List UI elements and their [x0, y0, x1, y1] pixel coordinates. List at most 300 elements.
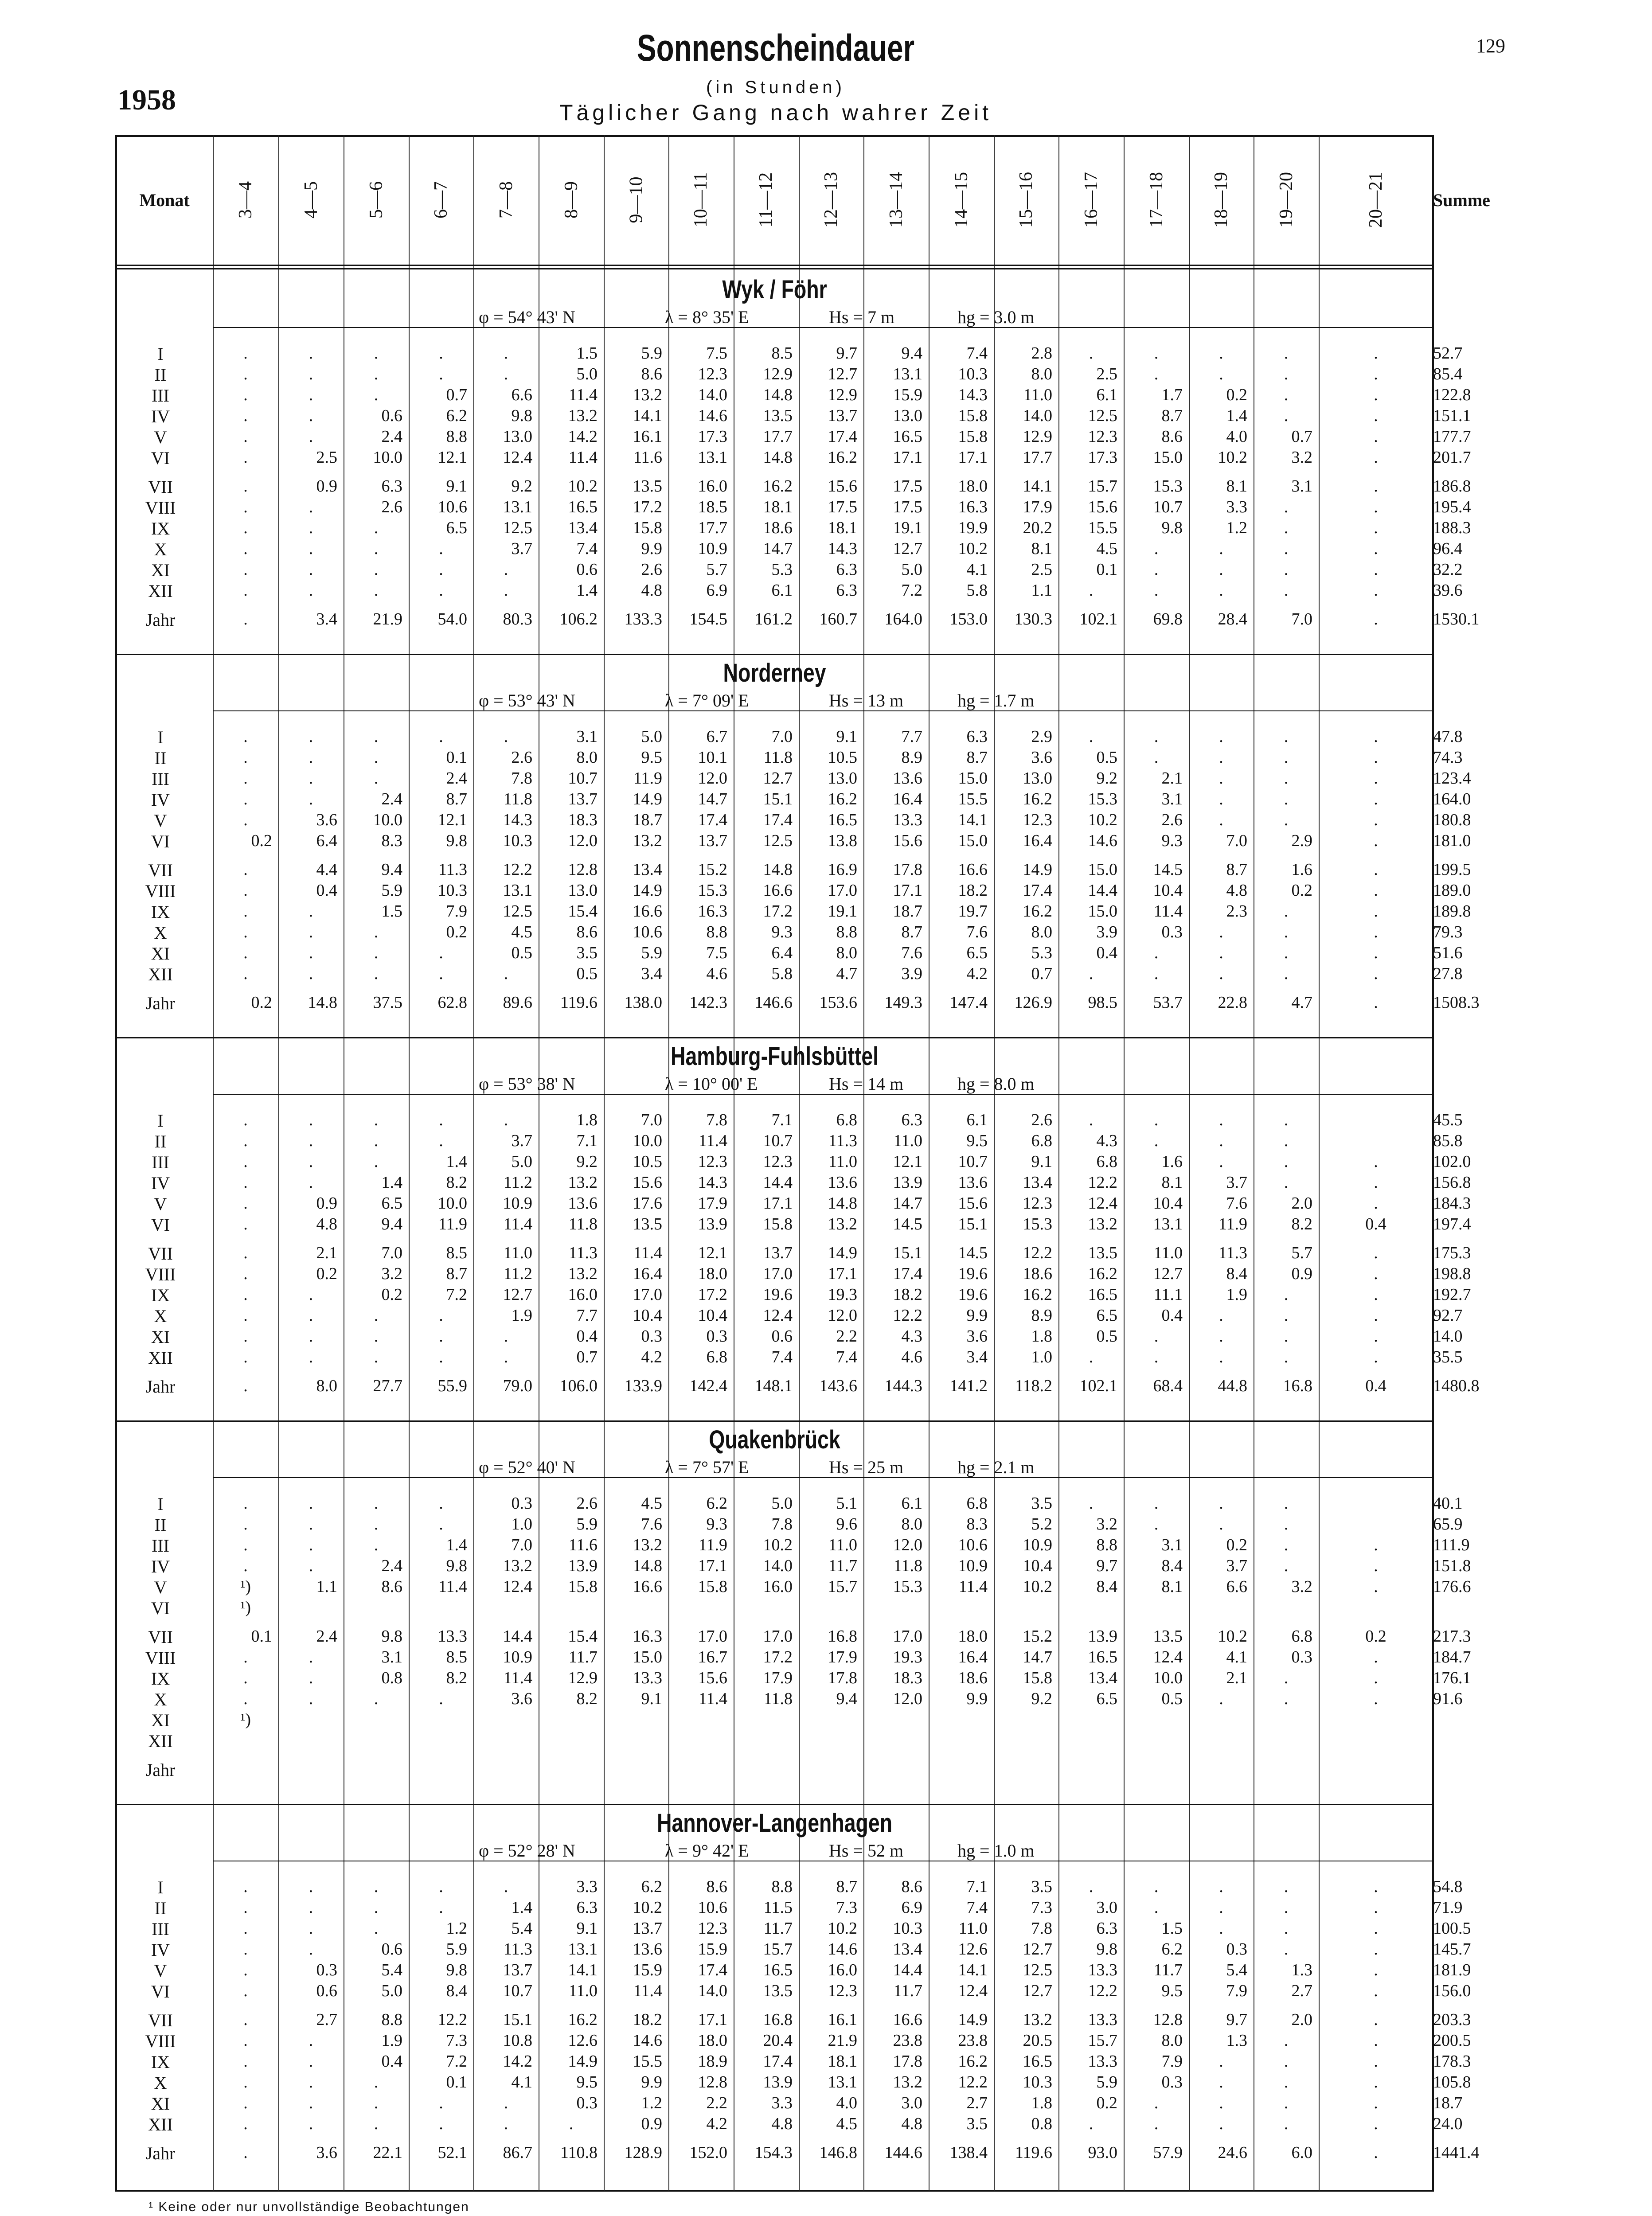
table-cell: 2.7 [316, 2010, 337, 2029]
table-cell: 12.3 [698, 1919, 727, 1938]
table-cell: 11.4 [958, 1577, 988, 1596]
table-cell: . [1219, 1131, 1223, 1150]
table-cell: 105.8 [1433, 2073, 1471, 2091]
table-cell: 12.1 [893, 1152, 922, 1171]
table-cell: 1.5 [576, 344, 598, 363]
table-cell: 15.1 [893, 1244, 922, 1262]
table-cell: . [243, 1898, 248, 1917]
table-cell: 6.5 [1096, 1689, 1117, 1708]
table-cell: 4.6 [706, 964, 727, 983]
table-cell: 10.4 [1023, 1557, 1052, 1575]
header-hour-label: 9—10 [626, 176, 646, 223]
table-cell: . [1374, 1669, 1378, 1687]
table-cell: 0.1 [251, 1627, 272, 1646]
table-cell: 16.5 [1088, 1285, 1117, 1304]
table-cell: 53.7 [1153, 993, 1183, 1012]
table-cell: 17.8 [893, 860, 922, 879]
table-cell: 15.3 [1088, 790, 1117, 808]
table-cell: . [1374, 902, 1378, 921]
table-cell: 7.0 [511, 1536, 532, 1554]
table-cell: 11.9 [1218, 1215, 1247, 1233]
month-label: VII [148, 860, 173, 880]
table-cell: 5.4 [381, 1961, 402, 1979]
table-cell: 16.4 [958, 1648, 988, 1666]
table-cell: . [1154, 1877, 1159, 1896]
header-summe: Summe [1433, 190, 1490, 210]
table-cell: 13.1 [568, 1940, 598, 1959]
month-label: Jahr [145, 993, 176, 1013]
table-cell: 86.7 [503, 2143, 532, 2162]
table-cell: . [1219, 1877, 1223, 1896]
table-cell: 19.6 [958, 1285, 988, 1304]
year-label: 1958 [117, 84, 176, 116]
table-cell: 8.4 [1226, 1264, 1247, 1283]
table-cell: 6.2 [641, 1877, 662, 1896]
table-cell: 7.0 [641, 1111, 662, 1129]
table-cell: 153.6 [819, 993, 857, 1012]
table-cell: 188.3 [1433, 519, 1471, 537]
table-cell: . [309, 2031, 313, 2050]
table-cell: 7.4 [771, 1348, 793, 1366]
table-cell: 154.5 [689, 610, 727, 628]
table-cell: 15.6 [1088, 498, 1117, 516]
table-cell: . [243, 964, 248, 983]
table-cell: 2.8 [1031, 344, 1052, 363]
table-cell: 16.6 [893, 2010, 922, 2029]
table-cell: 91.6 [1433, 1689, 1463, 1708]
table-cell: 16.8 [763, 2010, 793, 2029]
table-cell: . [1219, 1306, 1223, 1325]
table-cell: 8.7 [1226, 860, 1247, 879]
table-cell: 0.9 [641, 2115, 662, 2133]
table-cell: 0.6 [381, 1940, 402, 1959]
table-cell: . [1284, 1285, 1289, 1304]
table-cell: 6.0 [1291, 2143, 1312, 2162]
table-cell: 176.6 [1433, 1577, 1471, 1596]
table-cell: 8.5 [446, 1648, 467, 1666]
table-cell: 21.9 [828, 2031, 857, 2050]
table-cell: 6.8 [836, 1111, 857, 1129]
table-cell: . [1374, 881, 1378, 900]
table-cell: 4.0 [836, 2094, 857, 2112]
table-cell: 8.6 [706, 1877, 727, 1896]
table-cell: 15.6 [958, 1194, 988, 1213]
station-longitude: λ = 8° 35' E [665, 307, 749, 327]
table-cell: 16.3 [958, 498, 988, 516]
table-cell: 14.9 [568, 2052, 598, 2071]
table-cell: 7.8 [706, 1111, 727, 1129]
table-cell: 17.1 [893, 448, 922, 467]
header-hour-column [1189, 135, 1254, 265]
month-label: VIII [145, 1648, 176, 1668]
table-cell: 6.1 [901, 1494, 922, 1513]
table-cell: 8.2 [446, 1669, 467, 1687]
table-cell: 2.4 [381, 427, 402, 446]
table-cell: 11.0 [568, 1982, 598, 2000]
table-cell: 8.6 [381, 1577, 402, 1596]
month-label: XII [148, 964, 173, 984]
table-cell: 9.8 [1096, 1940, 1117, 1959]
table-cell: 18.7 [1433, 2094, 1463, 2112]
table-cell: 15.5 [633, 2052, 662, 2071]
table-cell: 12.2 [1088, 1982, 1117, 2000]
table-cell: 0.3 [316, 1961, 337, 1979]
table-cell: 15.1 [958, 1215, 988, 1233]
table-cell: 0.9 [316, 1194, 337, 1213]
table-cell: 39.6 [1433, 581, 1463, 600]
table-cell: 16.2 [568, 2010, 598, 2029]
table-cell: 4.2 [641, 1348, 662, 1366]
table-cell: 6.5 [1096, 1306, 1117, 1325]
table-cell: 13.5 [1153, 1627, 1183, 1646]
table-cell: 17.5 [828, 498, 857, 516]
table-cell: . [309, 1689, 313, 1708]
table-cell: 3.6 [511, 1689, 532, 1708]
table-cell: 11.4 [568, 448, 598, 467]
table-cell: 203.3 [1433, 2010, 1471, 2029]
month-label: VI [151, 831, 170, 851]
table-cell: 0.3 [511, 1494, 532, 1513]
month-label: Jahr [145, 1377, 176, 1397]
table-cell: 1.5 [381, 902, 402, 921]
table-cell: 10.2 [1218, 448, 1247, 467]
table-cell: 7.7 [576, 1306, 598, 1325]
header-hour-label: 7—8 [496, 181, 516, 218]
table-cell: . [1219, 581, 1223, 600]
table-cell: 8.7 [446, 1264, 467, 1283]
header-hour-label: 13—14 [886, 172, 906, 228]
table-cell: 17.1 [958, 448, 988, 467]
table-cell: 12.5 [763, 831, 793, 850]
table-cell: 12.5 [1088, 406, 1117, 425]
table-cell: 11.7 [828, 1557, 857, 1575]
table-cell: 9.9 [641, 539, 662, 558]
table-cell: . [1374, 860, 1378, 879]
table-cell: 3.6 [316, 2143, 337, 2162]
table-cell: . [1089, 1494, 1094, 1513]
table-cell: 14.2 [568, 427, 598, 446]
table-cell: . [504, 1877, 508, 1896]
header-hour-label: 11—12 [756, 172, 777, 228]
table-cell: . [374, 1152, 379, 1171]
table-cell: . [1219, 748, 1223, 767]
table-cell: 14.7 [1023, 1648, 1052, 1666]
table-cell: 5.2 [1031, 1515, 1052, 1533]
table-cell: . [439, 1111, 443, 1129]
table-cell: . [309, 1348, 313, 1366]
table-cell: 12.0 [828, 1306, 857, 1325]
table-cell: 7.4 [966, 344, 988, 363]
table-cell: 2.6 [511, 748, 532, 767]
table-cell: 93.0 [1088, 2143, 1117, 2162]
table-cell: 14.6 [633, 2031, 662, 2050]
table-cell: 9.7 [1226, 2010, 1247, 2029]
table-cell: 16.5 [1088, 1648, 1117, 1666]
table-cell: 175.3 [1433, 1244, 1471, 1262]
table-cell: 18.5 [698, 498, 727, 516]
table-cell: 12.4 [1153, 1648, 1183, 1666]
table-cell: 18.2 [633, 2010, 662, 2029]
table-cell: 10.9 [698, 539, 727, 558]
table-cell: 10.4 [698, 1306, 727, 1325]
table-cell: . [1374, 2031, 1378, 2050]
table-cell: 16.0 [698, 477, 727, 495]
table-cell: 176.1 [1433, 1669, 1471, 1687]
table-cell: 14.0 [1023, 406, 1052, 425]
header-hour-column [1254, 135, 1319, 265]
table-cell: 54.8 [1433, 1877, 1463, 1896]
table-cell: . [243, 560, 248, 579]
table-cell: 15.6 [828, 477, 857, 495]
table-cell: 0.6 [576, 560, 598, 579]
table-cell: . [1374, 386, 1378, 404]
table-cell: 11.2 [503, 1173, 532, 1192]
month-label: VIII [145, 498, 176, 518]
table-cell: 8.0 [1031, 365, 1052, 383]
table-cell: 15.1 [503, 2010, 532, 2029]
table-cell: . [243, 1244, 248, 1262]
table-cell: . [309, 1940, 313, 1959]
table-cell: 148.1 [754, 1377, 793, 1395]
table-cell: 15.5 [958, 790, 988, 808]
table-cell: 4.1 [1226, 1648, 1247, 1666]
table-cell: . [1374, 539, 1378, 558]
table-cell: 12.3 [763, 1152, 793, 1171]
table-cell: . [243, 2094, 248, 2112]
table-cell: . [439, 1327, 443, 1346]
table-cell: 153.0 [949, 610, 988, 628]
table-cell: 6.8 [1096, 1152, 1117, 1171]
table-cell: 17.2 [698, 1285, 727, 1304]
month-label: X [154, 2073, 167, 2093]
month-label: Jahr [145, 1760, 176, 1780]
station-latitude: φ = 54° 43' N [479, 307, 575, 327]
table-cell: 7.0 [1226, 831, 1247, 850]
table-cell: 11.8 [763, 1689, 793, 1708]
table-cell: 28.4 [1218, 610, 1247, 628]
table-cell: . [504, 727, 508, 746]
table-cell: 14.7 [763, 539, 793, 558]
table-cell: . [439, 727, 443, 746]
table-cell: 6.8 [1031, 1131, 1052, 1150]
table-cell: . [243, 1215, 248, 1233]
table-cell: . [374, 1536, 379, 1554]
table-cell: 2.6 [1161, 811, 1183, 829]
table-cell: 7.0 [771, 727, 793, 746]
table-cell: 14.5 [893, 1215, 922, 1233]
table-cell: 13.2 [503, 1557, 532, 1575]
table-cell: 44.8 [1218, 1377, 1247, 1395]
table-cell: 4.8 [641, 581, 662, 600]
table-cell: . [243, 790, 248, 808]
table-cell: . [1374, 1961, 1378, 1979]
table-cell: 14.8 [633, 1557, 662, 1575]
table-cell: . [309, 1515, 313, 1533]
table-cell: 3.1 [381, 1648, 402, 1666]
table-cell: 14.8 [763, 386, 793, 404]
table-cell: 1.4 [576, 581, 598, 600]
table-cell: . [243, 2010, 248, 2029]
table-cell: . [374, 1494, 379, 1513]
table-cell: . [1284, 923, 1289, 941]
table-cell: 3.9 [901, 964, 922, 983]
table-cell: 2.7 [966, 2094, 988, 2112]
table-cell: 6.5 [966, 944, 988, 962]
table-cell: . [439, 944, 443, 962]
station-longitude: λ = 9° 42' E [665, 1841, 749, 1861]
table-cell: 18.3 [568, 811, 598, 829]
table-cell: . [243, 427, 248, 446]
table-cell: 17.7 [698, 519, 727, 537]
table-cell: . [309, 1152, 313, 1171]
header-hour-column [1058, 135, 1124, 265]
table-cell: 8.9 [901, 748, 922, 767]
table-cell: 12.5 [503, 902, 532, 921]
table-cell: . [1374, 610, 1378, 628]
month-label: V [154, 1577, 167, 1597]
coords-rule [213, 327, 1433, 328]
station-separator [116, 1804, 1433, 1805]
table-cell: . [1284, 2115, 1289, 2133]
table-cell: 8.1 [1226, 477, 1247, 495]
table-cell: 8.1 [1031, 539, 1052, 558]
table-cell: 0.4 [1096, 944, 1117, 962]
table-cell: 12.4 [763, 1306, 793, 1325]
header-monat: Monat [139, 190, 190, 210]
table-cell: 13.7 [698, 831, 727, 850]
table-cell: . [374, 964, 379, 983]
table-cell: 7.0 [381, 1244, 402, 1262]
table-cell: 12.3 [1023, 811, 1052, 829]
table-cell: 0.7 [1031, 964, 1052, 983]
table-cell: 0.5 [1096, 748, 1117, 767]
table-cell: 13.3 [1088, 2010, 1117, 2029]
table-cell: 14.0 [1433, 1327, 1463, 1346]
table-cell: 8.9 [1031, 1306, 1052, 1325]
table-cell: . [1374, 1919, 1378, 1938]
table-cell: 18.1 [828, 2052, 857, 2071]
table-cell: 55.9 [437, 1377, 467, 1395]
table-cell: 6.1 [966, 1111, 988, 1129]
table-cell: . [439, 581, 443, 600]
table-cell: 14.4 [503, 1627, 532, 1646]
table-cell: . [243, 344, 248, 363]
table-cell: 17.0 [828, 881, 857, 900]
table-cell: . [1219, 727, 1223, 746]
table-cell: . [243, 1131, 248, 1150]
table-cell: . [1374, 344, 1378, 363]
table-cell: 160.7 [819, 610, 857, 628]
table-cell: 8.7 [446, 790, 467, 808]
table-cell: 133.3 [624, 610, 662, 628]
station-separator [116, 1037, 1433, 1038]
table-cell: 180.8 [1433, 811, 1471, 829]
table-cell: 7.2 [446, 1285, 467, 1304]
month-label: II [154, 748, 167, 768]
table-cell: 7.3 [1031, 1898, 1052, 1917]
table-cell: 1.3 [1291, 1961, 1312, 1979]
table-cell: . [243, 1982, 248, 2000]
table-cell: 2.6 [1031, 1111, 1052, 1129]
header-hour-label: 16—17 [1081, 172, 1101, 228]
table-cell: . [1374, 2010, 1378, 2029]
table-cell: . [374, 1877, 379, 1896]
table-cell: 17.1 [763, 1194, 793, 1213]
table-cell: . [1219, 1327, 1223, 1346]
table-cell: 0.4 [381, 2052, 402, 2071]
table-cell: 8.8 [446, 427, 467, 446]
table-cell: . [1374, 923, 1378, 941]
table-cell: 13.8 [828, 831, 857, 850]
table-cell: 9.8 [446, 831, 467, 850]
table-cell: 96.4 [1433, 539, 1463, 558]
table-cell: 15.1 [763, 790, 793, 808]
table-cell: . [309, 790, 313, 808]
table-cell: 5.0 [641, 727, 662, 746]
table-cell: 15.2 [698, 860, 727, 879]
table-cell: . [243, 1557, 248, 1575]
table-cell: 18.1 [763, 498, 793, 516]
table-cell: 143.6 [819, 1377, 857, 1395]
table-cell: 14.8 [763, 448, 793, 467]
table-cell: . [1284, 902, 1289, 921]
table-cell: . [1154, 1111, 1159, 1129]
table-cell: 7.3 [446, 2031, 467, 2050]
table-cell: 12.3 [698, 365, 727, 383]
table-cell: 8.0 [1031, 923, 1052, 941]
table-cell: . [1374, 560, 1378, 579]
table-cell: . [374, 1898, 379, 1917]
table-cell: . [1374, 1285, 1378, 1304]
table-cell: 10.0 [1153, 1669, 1183, 1687]
table-cell: 3.5 [966, 2115, 988, 2133]
table-cell: 13.1 [828, 2073, 857, 2091]
table-cell: 3.1 [1161, 790, 1183, 808]
month-label: VI [151, 1598, 170, 1618]
table-cell: 13.0 [503, 427, 532, 446]
table-cell: . [309, 1306, 313, 1325]
table-cell: 3.3 [1226, 498, 1247, 516]
table-cell: 10.7 [1153, 498, 1183, 516]
table-cell: 6.5 [381, 1194, 402, 1213]
table-cell: 19.1 [828, 902, 857, 921]
table-cell: 4.8 [1226, 881, 1247, 900]
table-cell: 6.8 [1291, 1627, 1312, 1646]
table-cell: 4.7 [1291, 993, 1312, 1012]
table-cell: . [309, 1285, 313, 1304]
table-cell: . [309, 2052, 313, 2071]
table-cell: 1.2 [446, 1919, 467, 1938]
table-cell: 16.4 [633, 1264, 662, 1283]
table-cell: 0.5 [1161, 1689, 1183, 1708]
table-cell: 1.4 [1226, 406, 1247, 425]
table-cell: 133.9 [624, 1377, 662, 1395]
table-cell: . [1154, 1131, 1159, 1150]
table-cell: . [1219, 1919, 1223, 1938]
table-cell: 7.0 [1291, 610, 1312, 628]
table-cell: . [1089, 1111, 1094, 1129]
month-label: IV [151, 1557, 170, 1576]
table-cell: 18.7 [893, 902, 922, 921]
table-cell: . [243, 881, 248, 900]
table-cell: . [1284, 1111, 1289, 1129]
table-cell: 164.0 [884, 610, 922, 628]
coords-rule [213, 1477, 1433, 1478]
table-cell: 11.3 [828, 1131, 857, 1150]
table-cell: 12.3 [1023, 1194, 1052, 1213]
table-cell: 9.5 [1161, 1982, 1183, 2000]
table-cell: 10.1 [698, 748, 727, 767]
